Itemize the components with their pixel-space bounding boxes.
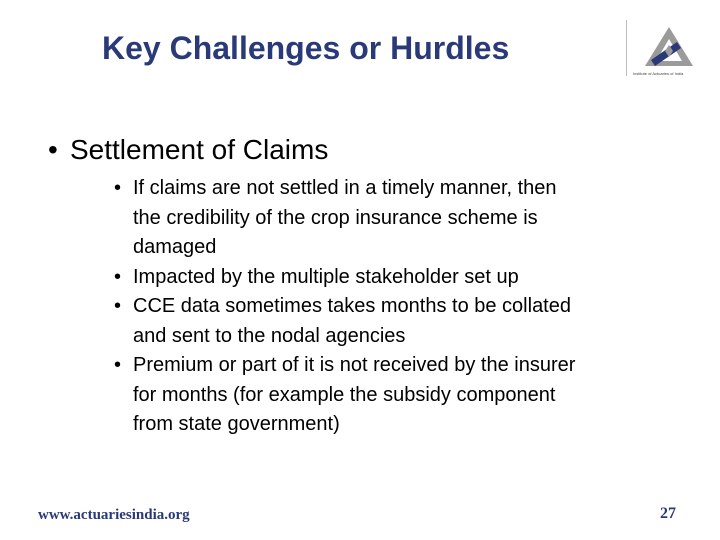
list-item — [114, 263, 684, 293]
list-item — [114, 292, 684, 351]
list-item-line: Premium or part of it is not received by the insurer — [133, 354, 576, 376]
bullet-icon: • — [114, 177, 122, 199]
bullet-icon: • — [114, 265, 122, 288]
list-item-line: for months (for example the subsidy component — [133, 383, 556, 406]
list-item — [114, 351, 684, 440]
logo-divider — [626, 20, 627, 76]
list-item-line: Impacted by the multiple stakeholder set up — [133, 265, 519, 288]
list-item-line: and sent to the nodal agencies — [133, 324, 406, 347]
list-item-line: If claims are not settled in a timely manner, then — [133, 177, 557, 199]
slide-title: Key Challenges or Hurdles — [102, 30, 510, 66]
footer-website-link[interactable]: www.actuariesindia.org — [38, 507, 190, 523]
sub-point-list — [114, 174, 684, 440]
list-item — [114, 174, 684, 263]
list-item-line: from state government) — [133, 413, 340, 435]
bullet-icon: • — [114, 354, 122, 376]
logo-caption: Institute of Actuaries of India — [633, 71, 684, 76]
page-number: 27 — [660, 505, 676, 522]
list-item-line: damaged — [133, 236, 217, 258]
list-item-line: the credibility of the crop insurance scheme is — [133, 206, 538, 229]
main-point-text: Settlement of Claims — [70, 134, 329, 165]
bullet-icon: • — [48, 134, 58, 165]
list-item-line: CCE data sometimes takes months to be collated — [133, 295, 571, 317]
bullet-icon: • — [114, 295, 122, 317]
